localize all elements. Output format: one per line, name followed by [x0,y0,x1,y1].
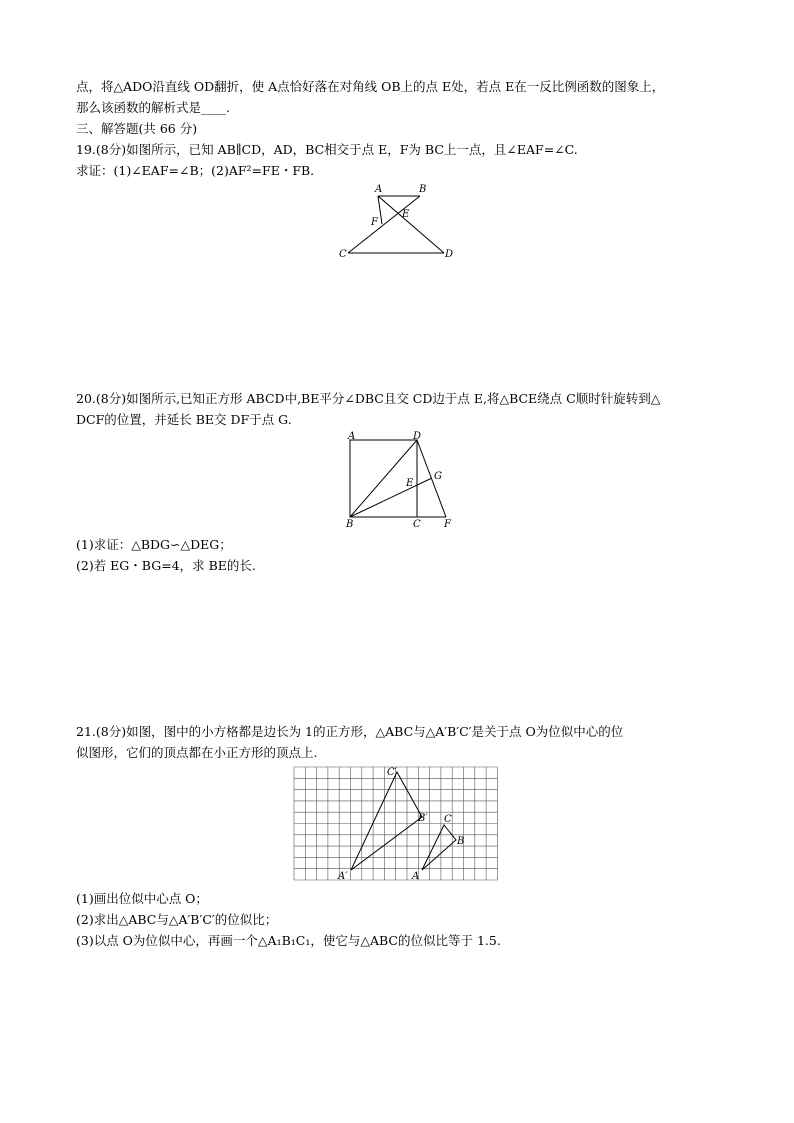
q21-part-1: (1)画出位似中心点 O； [76,891,208,906]
segment-ad [378,196,444,253]
label-g: G [434,471,442,482]
q21-part-2: (2)求出△ABC与△A′B′C′的位似比； [76,912,278,927]
segment-bc [348,196,420,253]
label-a: A [348,431,356,442]
q20-statement-1: 20.(8分)如图所示,已知正方形 ABCD中,BE平分∠DBC且交 CD边于点 E,将△BCE绕点 C顺时针旋转到△ [76,391,661,406]
label-b-prime: B′ [418,813,428,824]
q19-figure [334,180,464,262]
q21-statement-1: 21.(8分)如图，图中的小方格都是边长为 1的正方形，△ABC与△A′B′C′是关于点 O为位似中心的位 [76,724,624,739]
q19-prove: 求证：(1)∠EAF=∠B；(2)AF²=FE・FB. [76,163,315,178]
grid-lines [294,767,497,880]
q20-figure [340,430,460,530]
label-a: A [375,184,383,195]
label-b: B [457,836,465,847]
label-d: D [413,431,422,442]
label-e: E [402,209,410,220]
segment-bg [350,478,432,517]
q21-part-3: (3)以点 O为位似中心，再画一个△A₁B₁C₁，使它与△ABC的位似比等于 1.5. [76,933,501,948]
label-f: F [444,519,451,530]
label-c: C [339,249,347,260]
q21-grid-figure [292,765,504,885]
label-e: E [406,478,414,489]
label-b: B [346,519,354,530]
label-a: A [412,871,420,882]
q21-statement-2: 似图形，它们的顶点都在小正方形的顶点上. [76,745,318,760]
label-b: B [419,184,427,195]
prev-question-line-1: 点，将△ADO沿直线 OD翻折，使 A点恰好落在对角线 OB上的点 E处，若点 E在一反比例函数的图象上， [76,79,665,94]
label-a-prime: A′ [338,871,348,882]
prev-question-line-2: 那么该函数的解析式是____. [76,100,230,115]
section-heading: 三、解答题(共 66 分) [76,121,198,136]
label-c: C [444,814,452,825]
q20-part-2: (2)若 EG・BG=4，求 BE的长. [76,558,256,573]
label-d: D [445,249,454,260]
segment-af [378,196,382,224]
label-c-prime: C′ [387,767,397,778]
triangle-abc [422,825,456,870]
label-c: C [413,519,421,530]
q20-part-1: (1)求证：△BDG∽△DEG； [76,537,232,552]
label-f: F [371,217,378,228]
q20-statement-2: DCF的位置，并延长 BE交 DF于点 G. [76,412,292,427]
q19-statement: 19.(8分)如图所示，已知 AB∥CD，AD，BC相交于点 E，F为 BC上一点，且∠EAF=∠C. [76,142,578,157]
